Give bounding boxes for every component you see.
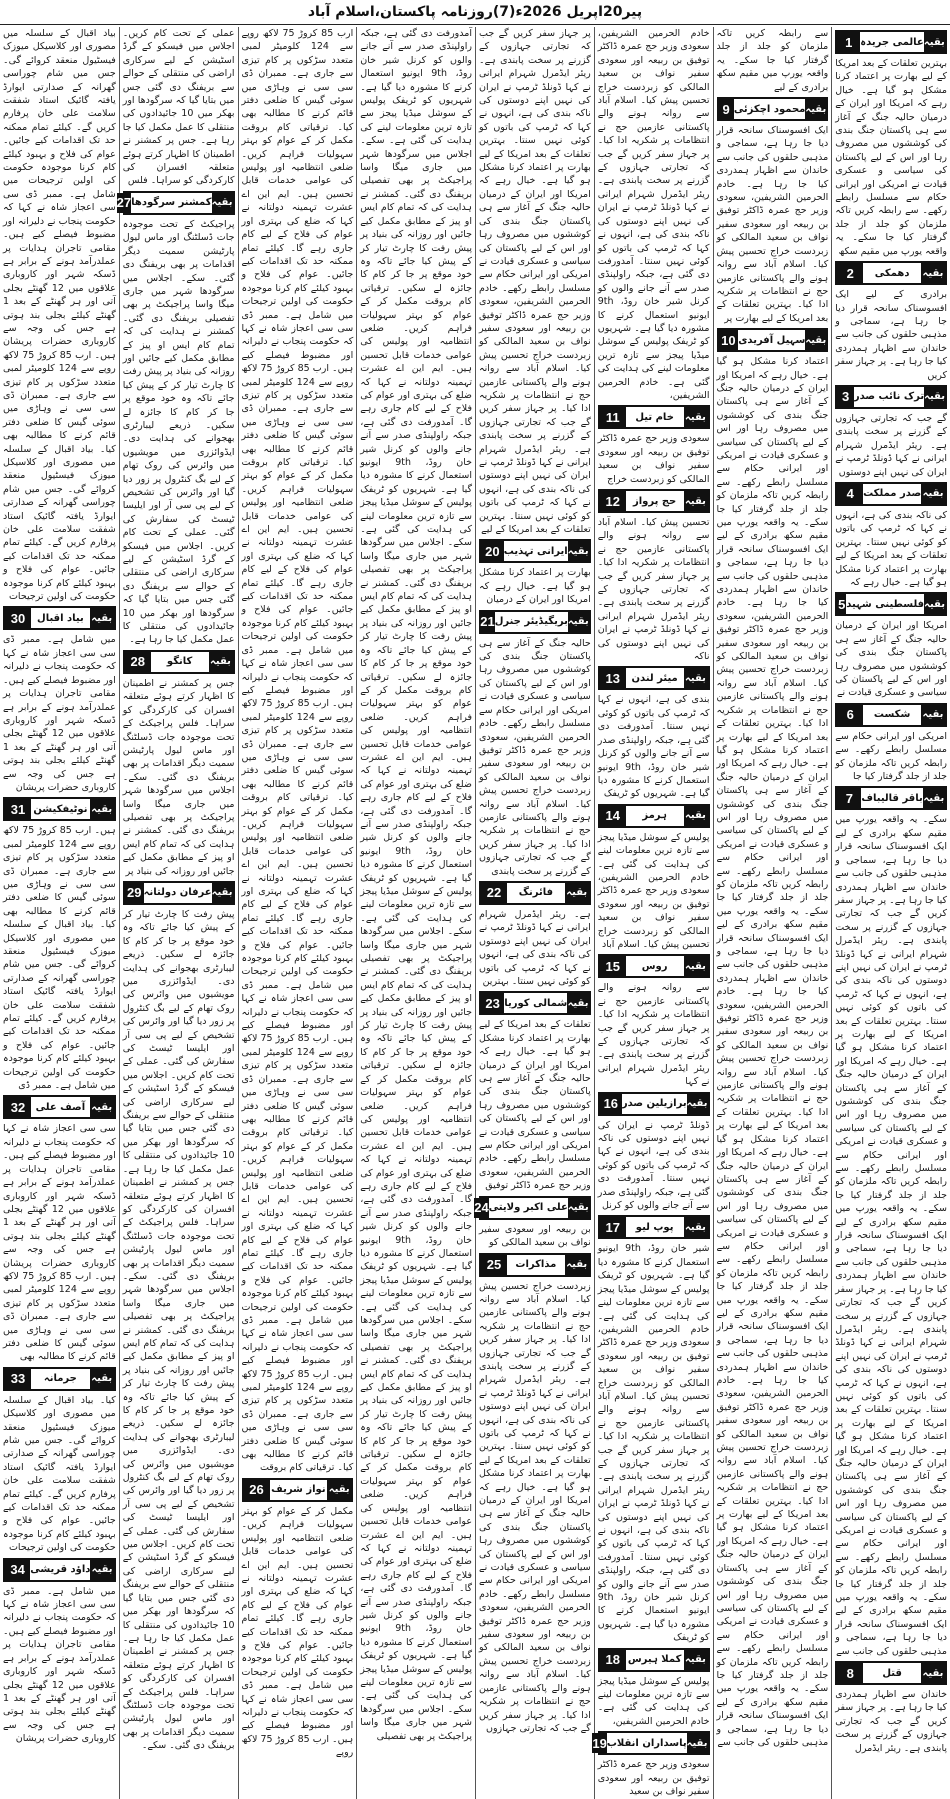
baqia-label: بقیہ [684,806,708,826]
baqia-label: بقیہ [924,32,945,52]
baqia-label: بقیہ [921,263,945,283]
article-text: سے روانہ ہونے والے پاکستانی عازمین حج نے انتظامات پر شکریہ ادا کیا۔ پر جہاز سفر کریں گے جب کہ تجارتی جہازوں کے گزرنے پر سخت پابندی ہے۔ ریئر ایڈمرل شہرام ایرانی نے کہا [597,982,710,1088]
baqia-label: بقیہ [568,1198,589,1218]
baqia-label: بقیہ [684,407,708,427]
continuation-box-13[interactable] [598,666,710,690]
article-text: پولیس کے سوشل میڈیا پیجز سے تازہ ترین معلومات لینے کی ہدایت کی گئی ہے۔ خادم الحرمین الشریفین، سعودی وزیر حج عمرہ ڈاکٹر توفیق بن ربیعہ اور سعودی سفیر نواف بن سعید المالکی کو زبردست خراج تحسین پیش کیا۔ اسلام آباد [597,831,710,950]
article-text: کی ناکہ بندی کی ہے، انہوں نے کہا کہ ٹرمپ کی باتوں کو کوئی نہیں سنتا۔ بہترین تعلقات کے بعد امریکا کے لیے بھارت پر اعتماد کرنا مشکل ہو گیا ہے۔ خیال رہے کہ [835,509,947,588]
continuation-number: 9 [719,99,734,119]
article-text: برادری کے لیے ایک افسوسناک سانحہ قرار دیا جا رہا ہے، سماجی و مذہبی حلقوں کی جانب سے خاندان سے اظہار ہمدردی کیا جا رہا ہے۔ پر جہاز سفر کریں [835,289,947,381]
continuation-box-16[interactable] [598,1092,710,1116]
continuation-number: 19 [592,1733,606,1753]
article-text: زبردست خراج تحسین پیش کیا۔ اسلام آباد سے روانہ ہونے والے پاکستانی عازمین حج نے انتظامات پر شکریہ ادا کیا۔ پر جہاز سفر کریں گے جب کہ تجارتی جہازوں کے گزرنے پر سخت پابندی ہے۔ ریئر ایڈمرل شہرام ایرانی نے کہا ڈونلڈ ٹرمپ نے ایران کی نہیں اپنے دوستوں کی ناکہ بندی کی ہے، انہوں نے کہا کہ ٹرمپ کی باتوں کو کوئی نہیں سنتا۔ بہترین تعلقات کے بعد امریکا کے لیے بھارت پر اعتماد کرنا مشکل ہو گیا ہے۔ خیال رہے کہ امریکا اور ایران کے درمیان حالیہ جنگ کے آغاز سے ہی پاکستان جنگ بندی کی کوششوں میں مصروف رہا اور اس کے لیے پاکستان کی سیاسی و عسکری قیادت نے امریکی اور ایرانی حکام سے مسلسل رابطے رکھے۔ خادم الحرمین الشریفین، سعودی وزیر حج عمرہ ڈاکٹر توفیق بن ربیعہ اور سعودی سفیر نواف بن سعید المالکی کو زبردست خراج تحسین پیش کیا۔ اسلام آباد سے روانہ ہونے والے پاکستانی عازمین حج نے انتظامات پر شکریہ ادا کیا۔ پر جہاز سفر کریں گے جب کہ تجارتی جہازوں [479,1280,591,1734]
baqia-label: بقیہ [805,330,826,350]
baqia-label: بقیہ [684,956,708,976]
continuation-title: ایرانی تہذیب [503,545,568,557]
article-text: گے جب کہ تجارتی جہازوں کے گزرنے پر سخت پابندی ہے۔ ریئر ایڈمرل شہرام ایرانی نے کہا ڈونلڈ ٹرمپ نے ایران کی نہیں اپنے دوستوں [835,412,947,478]
continuation-box-15[interactable] [598,954,710,978]
baqia-label: بقیہ [684,668,708,688]
continuation-box-18[interactable] [598,1648,710,1672]
news-column-6 [238,27,357,1799]
baqia-label: بقیہ [327,1480,351,1500]
continuation-number: 34 [5,1560,30,1580]
article-text: خادم الحرمین الشریفین، سعودی وزیر حج عمرہ ڈاکٹر توفیق بن ربیعہ اور سعودی سفیر نواف بن سعید المالکی کو زبردست خراج تحسین پیش کیا۔ اسلام آباد سے روانہ ہونے والے پاکستانی عازمین حج نے انتظامات پر شکریہ ادا کیا۔ پر جہاز سفر کریں گے جب کہ تجارتی جہازوں کے گزرنے پر سخت پابندی ہے۔ ریئر ایڈمرل شہرام ایرانی نے کہا ڈونلڈ ٹرمپ نے ایران کی نہیں اپنے دوستوں کی ناکہ بندی کی ہے، انہوں نے کہا کہ ٹرمپ کی باتوں کو کوئی نہیں سنتا۔ آمدورفت دی گئی ہے، جبکہ راولپنڈی صدر سے آنے جانے والوں کو کرنل شیر خان روڈ، 9th ایونیو استعمال کرنے کا مشورہ دیا گیا ہے۔ شہریوں کو ٹریفک پولیس کے سوشل میڈیا پیجز سے تازہ ترین معلومات لینے کی ہدایت کی گئی ہے۔ خادم الحرمین الشریفین، [597,28,710,401]
article-text: تحسین پیش کیا۔ اسلام آباد سے روانہ ہونے والے پاکستانی عازمین حج نے انتظامات پر شکریہ ادا کیا۔ پر جہاز سفر کریں گے جب کہ تجارتی جہازوں کے گزرنے پر سخت پابندی ہے۔ ریئر ایڈمرل شہرام ایرانی نے کہا ڈونلڈ ٹرمپ نے ایران کی نہیں اپنے دوستوں کی ناکہ [597,517,710,663]
continuation-box-7[interactable] [835,786,947,810]
news-column-8 [0,27,119,1799]
continuation-title: کملا ہیرس [627,1654,682,1666]
baqia-label: بقیہ [687,1094,708,1114]
baqia-label: بقیہ [212,193,233,213]
continuation-box-23[interactable] [479,991,591,1015]
article-text: ارب 85 کروڑ 75 لاکھ روپے سے 124 کلومیٹر لمبی متعدد سڑکوں پر کام تیزی سے جاری ہے۔ ممبران ڈی سی سی نے وہاڑی میں سوئی گیس کا ضلعی دفتر قائم کرنے کا مطالبہ بھی کیا۔ ترقیاتی کام بروقت مکمل کر کے عوام کو بہتر سہولیات فراہم کریں۔ ضلعی انتظامیہ اور پولیس کی عوامی خدمات قابل تحسین ہیں۔ ایم این اے عشرت تہمینہ دولتانہ نے کہا کہ ضلع کی بہتری اور عوام کی فلاح کے لیے کام جاری رہے گا۔ کیلئے تمام ممکنہ حد تک اقدامات کیے جائیں۔ عوام کی فلاح و بہبود کیلئے کام کرنا موجودہ حکومت کی اولین ترجیحات میں شامل ہے۔ ممبر ڈی سی سی اعجاز شاہ نے کہا کہ حکومت پنجاب نے دلیرانہ اور مضبوط فیصلے کیے ہیں۔ ارب 85 کروڑ 75 لاکھ روپے سے 124 کلومیٹر لمبی متعدد سڑکوں پر کام تیزی سے جاری ہے۔ ممبران ڈی سی سی نے وہاڑی میں سوئی گیس کا ضلعی دفتر قائم کرنے کا مطالبہ بھی کیا۔ ترقیاتی کام بروقت مکمل کر کے عوام کو بہتر سہولیات فراہم کریں۔ ضلعی انتظامیہ اور پولیس کی عوامی خدمات قابل تحسین ہیں۔ ایم این اے عشرت تہمینہ دولتانہ نے کہا کہ ضلع کی بہتری اور عوام کی فلاح کے لیے کام جاری رہے گا۔ کیلئے تمام ممکنہ حد تک اقدامات کیے جائیں۔ عوام کی فلاح و بہبود کیلئے کام کرنا موجودہ حکومت کی اولین ترجیحات میں شامل ہے۔ ممبر ڈی سی سی اعجاز شاہ نے کہا کہ حکومت پنجاب نے دلیرانہ اور مضبوط فیصلے کیے ہیں۔ ارب 85 کروڑ 75 لاکھ روپے سے 124 کلومیٹر لمبی متعدد سڑکوں پر کام تیزی سے جاری ہے۔ ممبران ڈی سی سی نے وہاڑی میں سوئی گیس کا ضلعی دفتر قائم کرنے کا مطالبہ بھی کیا۔ ترقیاتی کام بروقت مکمل کر کے عوام کو بہتر سہولیات فراہم کریں۔ ضلعی انتظامیہ اور پولیس کی عوامی خدمات قابل تحسین ہیں۔ ایم این اے عشرت تہمینہ دولتانہ نے کہا کہ ضلع کی بہتری اور عوام کی فلاح کے لیے کام جاری رہے گا۔ کیلئے تمام ممکنہ حد تک اقدامات کیے جائیں۔ عوام کی فلاح و بہبود کیلئے کام کرنا موجودہ حکومت کی اولین ترجیحات میں شامل ہے۔ ممبر ڈی سی سی اعجاز شاہ نے کہا کہ حکومت پنجاب نے دلیرانہ اور مضبوط فیصلے کیے ہیں۔ ارب 85 کروڑ 75 لاکھ روپے سے 124 کلومیٹر لمبی متعدد سڑکوں پر کام تیزی سے جاری ہے۔ ممبران ڈی سی سی نے وہاڑی میں سوئی گیس کا ضلعی دفتر قائم کرنے کا مطالبہ بھی کیا۔ ترقیاتی کام بروقت مکمل کر کے عوام کو بہتر سہولیات فراہم کریں۔ ضلعی انتظامیہ اور پولیس کی عوامی خدمات قابل تحسین ہیں۔ ایم این اے عشرت تہمینہ دولتانہ نے کہا کہ ضلع کی بہتری اور عوام کی فلاح کے لیے کام جاری رہے گا۔ کیلئے تمام ممکنہ حد تک اقدامات کیے جائیں۔ عوام کی فلاح و بہبود کیلئے کام کرنا موجودہ حکومت کی اولین ترجیحات میں شامل ہے۔ ممبر ڈی سی سی اعجاز شاہ نے کہا کہ حکومت پنجاب نے دلیرانہ اور مضبوط فیصلے کیے ہیں۔ ارب 85 کروڑ 75 لاکھ روپے سے 124 کلومیٹر لمبی متعدد سڑکوں پر کام تیزی سے جاری ہے۔ ممبران ڈی سی سی نے وہاڑی میں سوئی گیس کا ضلعی دفتر قائم کرنے کا مطالبہ بھی کیا۔ ترقیاتی کام بروقت [241,28,354,1474]
baqia-label: بقیہ [565,1255,589,1275]
continuation-box-2[interactable] [835,261,947,285]
article-text: حالیہ جنگ کے آغاز سے ہی پاکستان جنگ بندی کی کوششوں میں مصروف رہا اور اس کے لیے پاکستان کی سیاسی و عسکری قیادت نے امریکی اور ایرانی حکام سے مسلسل رابطے رکھے۔ خادم الحرمین الشریفین، سعودی وزیر حج عمرہ ڈاکٹر توفیق بن ربیعہ اور سعودی سفیر نواف بن سعید المالکی کو زبردست خراج تحسین پیش کیا۔ اسلام آباد سے روانہ ہونے والے پاکستانی عازمین حج نے انتظامات پر شکریہ ادا کیا۔ پر جہاز سفر کریں گے جب کہ تجارتی جہازوں کے گزرنے پر سخت پابندی [479,637,591,877]
article-text: بہترین تعلقات کے بعد امریکا کے لیے بھارت پر اعتماد کرنا مشکل ہو گیا ہے۔ خیال رہے کہ امریکا اور ایران کے درمیان حالیہ جنگ کے آغاز سے ہی پاکستان جنگ بندی کی کوششوں میں مصروف رہا اور اس کے لیے پاکستان کی سیاسی و عسکری قیادت نے امریکی اور ایرانی حکام سے مسلسل رابطے رکھے۔ سے رابطہ کریں تاکہ ملزمان کو جلد از جلد گرفتار کیا جا سکے۔ یہ واقعہ یورپ میں مقیم سکھ [835,58,947,257]
continuation-title: شکست [873,709,911,721]
baqia-label: بقیہ [687,1733,708,1753]
continuation-title: ترک نائب صدر [853,391,925,403]
news-column-4 [475,27,594,1799]
continuation-box-12[interactable] [598,489,710,513]
continuation-title: حج پرواز [632,495,677,507]
article-text: ایک افسوسناک سانحہ قرار دیا جا رہا ہے، سماجی و مذہبی حلقوں کی جانب سے خاندان سے اظہار ہمدردی کیا جا رہا ہے۔ خادم الحرمین الشریفین، سعودی وزیر حج عمرہ ڈاکٹر توفیق بن ربیعہ اور سعودی سفیر نواف بن سعید المالکی کو زبردست خراج تحسین پیش کیا۔ اسلام آباد سے روانہ ہونے والے پاکستانی عازمین حج نے انتظامات پر شکریہ ادا کیا۔ بہترین تعلقات کے بعد امریکا کے لیے بھارت پر [716,125,829,324]
continuation-title: روس [641,960,668,972]
continuation-number: 8 [837,1663,863,1683]
news-column-3 [594,27,713,1799]
baqia-label: بقیہ [921,484,945,504]
article-text: اعتماد کرنا مشکل ہو گیا ہے۔ خیال رہے کہ امریکا اور ایران کے درمیان حالیہ جنگ کے آغاز سے ہی پاکستان جنگ بندی کی کوششوں میں مصروف رہا اور اس کے لیے پاکستان کی سیاسی و عسکری قیادت نے امریکی اور ایرانی حکام سے مسلسل رابطے رکھے۔ سے رابطہ کریں تاکہ ملزمان کو جلد از جلد گرفتار کیا جا سکے۔ یہ واقعہ یورپ میں مقیم سکھ برادری کے لیے ایک افسوسناک سانحہ قرار دیا جا رہا ہے، سماجی و مذہبی حلقوں کی جانب سے خاندان سے اظہار ہمدردی کیا جا رہا ہے۔ خادم الحرمین الشریفین، سعودی وزیر حج عمرہ ڈاکٹر توفیق بن ربیعہ اور سعودی سفیر نواف بن سعید المالکی کو زبردست خراج تحسین پیش کیا۔ اسلام آباد سے روانہ ہونے والے پاکستانی عازمین حج نے انتظامات پر شکریہ ادا کیا۔ بہترین تعلقات کے بعد امریکا کے لیے بھارت پر اعتماد کرنا مشکل ہو گیا ہے۔ خیال رہے کہ امریکا اور ایران کے درمیان حالیہ جنگ کے آغاز سے ہی پاکستان جنگ بندی کی کوششوں میں مصروف رہا اور اس کے لیے پاکستان کی سیاسی و عسکری قیادت نے امریکی اور ایرانی حکام سے مسلسل رابطے رکھے۔ سے رابطہ کریں تاکہ ملزمان کو جلد از جلد گرفتار کیا جا سکے۔ یہ واقعہ یورپ میں مقیم سکھ برادری کے لیے ایک افسوسناک سانحہ قرار دیا جا رہا ہے، سماجی و مذہبی حلقوں کی جانب سے خاندان سے اظہار ہمدردی کیا جا رہا ہے۔ خادم الحرمین الشریفین، سعودی وزیر حج عمرہ ڈاکٹر توفیق بن ربیعہ اور سعودی سفیر نواف بن سعید المالکی کو زبردست خراج تحسین پیش کیا۔ اسلام آباد سے روانہ ہونے والے پاکستانی عازمین حج نے انتظامات پر شکریہ ادا کیا۔ بہترین تعلقات کے بعد امریکا کے لیے بھارت پر اعتماد کرنا مشکل ہو گیا ہے۔ خیال رہے کہ امریکا اور ایران کے درمیان حالیہ جنگ کے آغاز سے ہی پاکستان جنگ بندی کی کوششوں میں مصروف رہا اور اس کے لیے پاکستان کی سیاسی و عسکری قیادت نے امریکی اور ایرانی حکام سے مسلسل رابطے رکھے۔ سے رابطہ کریں تاکہ ملزمان کو جلد از جلد گرفتار کیا جا سکے۔ یہ واقعہ یورپ میں مقیم سکھ برادری کے لیے ایک افسوسناک سانحہ قرار دیا جا رہا ہے، سماجی و مذہبی حلقوں کی جانب سے خاندان سے اظہار ہمدردی کیا جا رہا ہے۔ خادم الحرمین الشریفین، سعودی وزیر حج عمرہ ڈاکٹر توفیق بن ربیعہ اور سعودی سفیر نواف بن سعید المالکی کو زبردست خراج تحسین پیش کیا۔ اسلام آباد سے روانہ ہونے والے پاکستانی عازمین حج نے انتظامات پر شکریہ ادا کیا۔ بہترین تعلقات کے بعد امریکا کے لیے بھارت پر اعتماد کرنا مشکل ہو گیا ہے۔ خیال رہے کہ امریکا اور ایران کے درمیان حالیہ جنگ کے آغاز سے ہی پاکستان جنگ بندی کی کوششوں میں مصروف رہا اور اس کے لیے پاکستان کی سیاسی و عسکری قیادت نے امریکی اور ایرانی حکام سے مسلسل رابطے رکھے۔ سے رابطہ کریں تاکہ ملزمان کو جلد از جلد گرفتار کیا جا سکے۔ یہ واقعہ یورپ میں مقیم سکھ برادری کے لیے ایک افسوسناک سانحہ قرار دیا جا رہا ہے، سماجی و مذہبی حلقوں کی جانب سے [716,356,829,1748]
baqia-label: بقیہ [90,1097,114,1117]
baqia-label: بقیہ [567,993,588,1013]
article-text: میں شامل ہے۔ ممبر ڈی سی سی اعجاز شاہ نے کہا کہ حکومت پنجاب نے دلیرانہ اور مضبوط فیصلے کیے ہیں۔ مقامی تاجران ہدایات پر عملدرآمد ہونے کے برابر ہے ڈسکہ شہر اور کاروباری علاقوں میں 12 گھنٹے بجلی آتی اور ہر گھنٹے کے بعد 1 گھنٹے کیلئے بجلی بند ہوتی ہے جس کی وجہ سے کاروباری حضرات پریشان [3,1585,116,1745]
continuation-number: 31 [5,799,31,819]
continuation-number: 26 [244,1480,270,1500]
baqia-label: بقیہ [924,594,945,614]
page-masthead [0,0,950,25]
continuation-title: دھمکی [874,267,910,279]
news-column-7 [116,27,238,1799]
continuation-number: 32 [5,1097,31,1117]
article-text: پیش رفت کا چارٹ تیار کر کے پیش کیا جائے تاکہ وہ خود موقع پر جا کر کام کا جائزہ لے سکیں۔ ذریعے لیبارٹری بھجوانے کی ہدایت دی۔ ایڈوائزری میں مویشیوں میں وائرس کی روک تھام کے لیے بگ کنٹرول پر زور دیا گیا اور وائرس کی تشخیص کے لیے پی سی آر اور ایلیسا ٹیسٹ کی سفارش کی گئی۔ عملی کے تحت کام کریں۔ اجلاس میں فیسکو کے گرڈ اسٹیشن کے لیے سرکاری اراضی کی منتقلی کے حوالے سے بریفنگ دی گئی جس میں بتایا گیا کہ سرگودھا اور بھکر میں 10 جائیدادوں کی منتقلی کا عمل مکمل کیا جا رہا ہے۔ جس پر کمشنر نے اطمینان کا اظہار کرتے ہوئے متعلقہ افسران کی کارکردگی کو سراہا۔ فلس پراجیکٹ کے تحت موجودہ جات ڈسلٹنگ اور ماس لیول پارٹیشن سمیت دیگر اقدامات پر بھی بریفنگ دی گئی۔ سکے۔ اجلاس میں سرگودھا شہر میں جاری میگا واسا پراجیکٹ پر بھی تفصیلی بریفنگ دی گئی۔ کمشنر نے ہدایت کی کہ تمام کام ایس او پیز کے مطابق مکمل کیے جائیں اور روزانہ کی بنیاد پر پیش رفت کا چارٹ تیار کر کے پیش کیا جائے تاکہ وہ خود موقع پر جا کر کام کا جائزہ لے سکیں۔ ذریعے لیبارٹری بھجوانے کی ہدایت دی۔ ایڈوائزری میں مویشیوں میں وائرس کی روک تھام کے لیے بگ کنٹرول پر زور دیا گیا اور وائرس کی تشخیص کے لیے پی سی آر اور ایلیسا ٹیسٹ کی سفارش کی گئی۔ عملی کے تحت کام کریں۔ اجلاس میں فیسکو کے گرڈ اسٹیشن کے لیے سرکاری اراضی کی منتقلی کے حوالے سے بریفنگ دی گئی جس میں بتایا گیا کہ سرگودھا اور بھکر میں 10 جائیدادوں کی منتقلی کا عمل مکمل کیا جا رہا ہے۔ جس پر کمشنر نے اطمینان کا اظہار کرتے ہوئے متعلقہ افسران کی کارکردگی کو سراہا۔ فلس پراجیکٹ کے تحت موجودہ جات ڈسلٹنگ اور ماس لیول پارٹیشن سمیت دیگر اقدامات پر بھی بریفنگ دی گئی۔ سکے۔ [122,908,235,1752]
continuation-number: 24 [474,1198,488,1218]
article-text: عملی کے تحت کام کریں۔ اجلاس میں فیسکو کے گرڈ اسٹیشن کے لیے سرکاری اراضی کی منتقلی کے حوالے سے بریفنگ دی گئی جس میں بتایا گیا کہ سرگودھا اور بھکر میں 10 جائیدادوں کی منتقلی کا عمل مکمل کیا جا رہا ہے۔ جس پر کمشنر نے اطمینان کا اظہار کرتے ہوئے متعلقہ افسران کی کارکردگی کو سراہا۔ فلس [122,28,235,187]
continuation-box-19[interactable] [592,1731,710,1755]
continuation-box-8[interactable] [835,1661,947,1685]
continuation-box-21[interactable] [479,610,591,634]
continuation-box-30[interactable] [3,606,116,630]
article-text: میں شامل ہے۔ ممبر ڈی سی سی اعجاز شاہ نے کہا کہ حکومت پنجاب نے دلیرانہ اور مضبوط فیصلے کیے ہیں۔ مقامی تاجران ہدایات پر عملدرآمد ہونے کے برابر ہے ڈسکہ شہر اور کاروباری علاقوں میں 12 گھنٹے بجلی آتی اور ہر گھنٹے کے بعد 1 گھنٹے کیلئے بجلی بند ہوتی ہے جس کی وجہ سے کاروباری حضرات پریشان [3,634,116,793]
article-text: ہیں۔ ارب 85 کروڑ 75 لاکھ روپے سے 124 کلومیٹر لمبی متعدد سڑکوں پر کام تیزی سے جاری ہے۔ ممبران ڈی سی سی نے وہاڑی میں سوئی گیس کا ضلعی دفتر قائم کرنے کا مطالبہ بھی کیا۔ بیاد اقبال کے سلسلہ میں مصوری اور کلاسیکل میوزک فیسٹیول منعقد کروائے گی۔ جس میں شام چوراسی گھرانہ کے صدارتی ایوارڈ یافتہ گائیک استاد شفقت سلامت علی خان پرفارم کریں گے۔ کیلئے تمام ممکنہ حد تک اقدامات کیے جائیں۔ عوام کی فلاح و بہبود کیلئے کام کرنا موجودہ حکومت کی اولین ترجیحات میں شامل ہے۔ ممبر ڈی [3,825,116,1092]
continuation-box-5[interactable] [835,592,947,616]
article-text: بھارت پر اعتماد کرنا مشکل ہو گیا ہے۔ خیال رہے کہ امریکا اور ایران کے درمیان [479,567,591,606]
baqia-label: بقیہ [90,1560,113,1580]
article-text: پولیس کے سوشل میڈیا پیجز سے تازہ ترین معلومات لینے کی ہدایت کی گئی ہے۔ خادم الحرمین الشریفین، [597,1675,710,1727]
baqia-label: بقیہ [90,1369,114,1389]
continuation-number: 29 [125,883,144,903]
continuation-title: فلسطینی شہید [846,598,925,610]
continuation-number: 18 [600,1650,626,1670]
continuation-title: عرفان دولتانہ [143,887,212,899]
article-text: بن ربیعہ اور سعودی سفیر نواف بن سعید المالکی کو [479,1223,591,1249]
continuation-title: میئر لندن [631,672,678,684]
continuation-title: آصف علی [35,1101,86,1113]
continuation-title: ہرمز [642,810,667,822]
continuation-title: محمود اچکزئی [733,103,806,115]
continuation-number: 14 [600,806,626,826]
continuation-box-4[interactable] [835,482,947,506]
article-text: بیاد اقبال کے سلسلہ میں مصوری اور کلاسیکل میوزک فیسٹیول منعقد کروائے گی۔ جس میں شام چوراسی گھرانہ کے صدارتی ایوارڈ یافتہ گائیک استاد شفقت سلامت علی خان پرفارم کریں گے۔ کیلئے تمام ممکنہ حد تک اقدامات کیے جائیں۔ عوام کی فلاح و بہبود کیلئے کام کرنا موجودہ حکومت کی اولین ترجیحات میں شامل ہے۔ ممبر ڈی سی سی اعجاز شاہ نے کہا کہ حکومت پنجاب نے دلیرانہ اور مضبوط فیصلے کیے ہیں۔ مقامی تاجران ہدایات پر عملدرآمد ہونے کے برابر ہے ڈسکہ شہر اور کاروباری علاقوں میں 12 گھنٹے بجلی آتی اور ہر گھنٹے کے بعد 1 گھنٹے کیلئے بجلی بند ہوتی ہے جس کی وجہ سے کاروباری حضرات پریشان ہیں۔ ارب 85 کروڑ 75 لاکھ روپے سے 124 کلومیٹر لمبی متعدد سڑکوں پر کام تیزی سے جاری ہے۔ ممبران ڈی سی سی نے وہاڑی میں سوئی گیس کا ضلعی دفتر قائم کرنے کا مطالبہ بھی کیا۔ بیاد اقبال کے سلسلہ میں مصوری اور کلاسیکل میوزک فیسٹیول منعقد کروائے گی۔ جس میں شام چوراسی گھرانہ کے صدارتی ایوارڈ یافتہ گائیک استاد شفقت سلامت علی خان پرفارم کریں گے۔ کیلئے تمام ممکنہ حد تک اقدامات کیے جائیں۔ عوام کی فلاح و بہبود کیلئے کام کرنا موجودہ حکومت کی اولین ترجیحات [3,28,116,603]
continuation-box-17[interactable] [598,1215,710,1239]
dateline: پیر20اپریل 2026ء(7)روزنامہ پاکستان،اسلام آباد [307,4,643,20]
continuation-box-24[interactable] [474,1196,591,1220]
continuation-title: جرمانہ [43,1373,77,1385]
continuation-title: سہیل آفریدی [738,334,806,346]
baqia-label: بقیہ [209,652,233,672]
continuation-box-32[interactable] [3,1095,116,1119]
continuation-title: بریگیڈیئر جنرل [494,616,568,628]
article-text: ڈونلڈ ٹرمپ نے ایران کی نہیں اپنے دوستوں کی ناکہ بندی کی ہے، انہوں نے کہا کہ ٹرمپ کی باتوں کو کوئی نہیں سنتا۔ آمدورفت دی گئی ہے، جبکہ راولپنڈی صدر سے آنے جانے والوں کو کرنل [597,1119,710,1212]
continuation-box-3[interactable] [835,385,947,409]
continuation-title: پوپ لیو [635,1221,674,1233]
continuation-number: 11 [600,407,626,427]
continuation-box-34[interactable] [3,1558,116,1582]
baqia-label: بقیہ [923,788,945,808]
article-text: ہے۔ ریئر ایڈمرل شہرام ایرانی نے کہا ڈونلڈ ٹرمپ نے ایران کی نہیں اپنے دوستوں کی ناکہ بندی کی ہے، انہوں نے کہا کہ ٹرمپ کی باتوں کو کوئی نہیں سنتا۔ بہترین [479,908,591,987]
article-text: آمدورفت دی گئی ہے، جبکہ راولپنڈی صدر سے آنے جانے والوں کو کرنل شیر خان روڈ، 9th ایونیو استعمال کرنے کا مشورہ دیا گیا ہے۔ شہریوں کو ٹریفک پولیس کے سوشل میڈیا پیجز سے تازہ ترین معلومات لینے کی ہدایت کی گئی ہے۔ سکے۔ اجلاس میں سرگودھا شہر میں جاری میگا واسا پراجیکٹ پر بھی تفصیلی بریفنگ دی گئی۔ کمشنر نے ہدایت کی کہ تمام کام ایس او پیز کے مطابق مکمل کیے جائیں اور روزانہ کی بنیاد پر پیش رفت کا چارٹ تیار کر کے پیش کیا جائے تاکہ وہ خود موقع پر جا کر کام کا جائزہ لے سکیں۔ ترقیاتی کام بروقت مکمل کر کے عوام کو بہتر سہولیات فراہم کریں۔ ضلعی انتظامیہ اور پولیس کی عوامی خدمات قابل تحسین ہیں۔ ایم این اے عشرت تہمینہ دولتانہ نے کہا کہ ضلع کی بہتری اور عوام کی فلاح کے لیے کام جاری رہے گا۔ آمدورفت دی گئی ہے، جبکہ راولپنڈی صدر سے آنے جانے والوں کو کرنل شیر خان روڈ، 9th ایونیو استعمال کرنے کا مشورہ دیا گیا ہے۔ شہریوں کو ٹریفک پولیس کے سوشل میڈیا پیجز سے تازہ ترین معلومات لینے کی ہدایت کی گئی ہے۔ سکے۔ اجلاس میں سرگودھا شہر میں جاری میگا واسا پراجیکٹ پر بھی تفصیلی بریفنگ دی گئی۔ کمشنر نے ہدایت کی کہ تمام کام ایس او پیز کے مطابق مکمل کیے جائیں اور روزانہ کی بنیاد پر پیش رفت کا چارٹ تیار کر کے پیش کیا جائے تاکہ وہ خود موقع پر جا کر کام کا جائزہ لے سکیں۔ ترقیاتی کام بروقت مکمل کر کے عوام کو بہتر سہولیات فراہم کریں۔ ضلعی انتظامیہ اور پولیس کی عوامی خدمات قابل تحسین ہیں۔ ایم این اے عشرت تہمینہ دولتانہ نے کہا کہ ضلع کی بہتری اور عوام کی فلاح کے لیے کام جاری رہے گا۔ آمدورفت دی گئی ہے، جبکہ راولپنڈی صدر سے آنے جانے والوں کو کرنل شیر خان روڈ، 9th ایونیو استعمال کرنے کا مشورہ دیا گیا ہے۔ شہریوں کو ٹریفک پولیس کے سوشل میڈیا پیجز سے تازہ ترین معلومات لینے کی ہدایت کی گئی ہے۔ سکے۔ اجلاس میں سرگودھا شہر میں جاری میگا واسا پراجیکٹ پر بھی تفصیلی بریفنگ دی گئی۔ کمشنر نے ہدایت کی کہ تمام کام ایس او پیز کے مطابق مکمل کیے جائیں اور روزانہ کی بنیاد پر پیش رفت کا چارٹ تیار کر کے پیش کیا جائے تاکہ وہ خود موقع پر جا کر کام کا جائزہ لے سکیں۔ ترقیاتی کام بروقت مکمل کر کے عوام کو بہتر سہولیات فراہم کریں۔ ضلعی انتظامیہ اور پولیس کی عوامی خدمات قابل تحسین ہیں۔ ایم این اے عشرت تہمینہ دولتانہ نے کہا کہ ضلع کی بہتری اور عوام کی فلاح کے لیے کام جاری رہے گا۔ آمدورفت دی گئی ہے، جبکہ راولپنڈی صدر سے آنے جانے والوں کو کرنل شیر خان روڈ، 9th ایونیو استعمال کرنے کا مشورہ دیا گیا ہے۔ شہریوں کو ٹریفک پولیس کے سوشل میڈیا پیجز سے تازہ ترین معلومات لینے کی ہدایت کی گئی ہے۔ سکے۔ اجلاس میں سرگودھا شہر میں جاری میگا واسا پراجیکٹ پر بھی تفصیلی بریفنگ دی گئی۔ کمشنر نے ہدایت کی کہ تمام کام ایس او پیز کے مطابق مکمل کیے جائیں اور روزانہ کی بنیاد پر پیش رفت کا چارٹ تیار کر کے پیش کیا جائے تاکہ وہ خود موقع پر جا کر کام کا جائزہ لے سکیں۔ ترقیاتی کام بروقت مکمل کر کے عوام کو بہتر سہولیات فراہم کریں۔ ضلعی انتظامیہ اور پولیس کی عوامی خدمات قابل تحسین ہیں۔ ایم این اے عشرت تہمینہ دولتانہ نے کہا کہ ضلع کی بہتری اور عوام کی فلاح کے لیے کام جاری رہے گا۔ آمدورفت دی گئی ہے، جبکہ راولپنڈی صدر سے آنے جانے والوں کو کرنل شیر خان روڈ، 9th ایونیو استعمال کرنے کا مشورہ دیا گیا ہے۔ شہریوں کو ٹریفک پولیس کے سوشل میڈیا پیجز سے تازہ ترین معلومات لینے کی ہدایت کی گئی ہے۔ سکے۔ اجلاس میں سرگودھا شہر میں جاری میگا واسا پراجیکٹ پر بھی تفصیلی [360,28,472,1742]
news-column-1 [831,27,950,1799]
continuation-number: 25 [481,1255,507,1275]
news-column-5 [356,27,475,1799]
article-text: مکمل کر کے عوام کو بہتر سہولیات فراہم کریں۔ ضلعی انتظامیہ اور پولیس کی عوامی خدمات قابل تحسین ہیں۔ ایم این اے عشرت تہمینہ دولتانہ نے کہا کہ ضلع کی بہتری اور عوام کی فلاح کے لیے کام جاری رہے گا۔ کیلئے تمام ممکنہ حد تک اقدامات کیے جائیں۔ عوام کی فلاح و بہبود کیلئے کام کرنا موجودہ حکومت کی اولین ترجیحات میں شامل ہے۔ ممبر ڈی سی سی اعجاز شاہ نے کہا کہ حکومت پنجاب نے دلیرانہ اور مضبوط فیصلے کیے ہیں۔ ارب 85 کروڑ 75 لاکھ روپے [241,1505,354,1759]
continuation-number: 1 [837,32,860,52]
continuation-box-28[interactable] [123,650,235,674]
continuation-box-1[interactable] [835,30,947,54]
article-text: بندی کی ہے، انہوں نے کہا کہ ٹرمپ کی باتوں کو کوئی نہیں سنتا۔ آمدورفت دی گئی ہے، جبکہ راولپنڈی صدر سے آنے جانے والوں کو کرنل شیر خان روڈ، 9th ایونیو استعمال کرنے کا مشورہ دیا گیا ہے۔ شہریوں کو ٹریفک [597,694,710,800]
continuation-number: 33 [5,1369,31,1389]
continuation-number: 30 [5,608,31,628]
article-text: شیر خان روڈ، 9th ایونیو استعمال کرنے کا مشورہ دیا گیا ہے۔ شہریوں کو ٹریفک پولیس کے سوشل میڈیا پیجز سے تازہ ترین معلومات لینے کی ہدایت کی گئی ہے۔ خادم الحرمین الشریفین، سعودی وزیر حج عمرہ ڈاکٹر توفیق بن ربیعہ اور سعودی سفیر نواف بن سعید المالکی کو زبردست خراج تحسین پیش کیا۔ اسلام آباد سے روانہ ہونے والے پاکستانی عازمین حج نے انتظامات پر شکریہ ادا کیا۔ پر جہاز سفر کریں گے جب کہ تجارتی جہازوں کے گزرنے پر سخت پابندی ہے۔ ریئر ایڈمرل شہرام ایرانی نے کہا ڈونلڈ ٹرمپ نے ایران کی نہیں اپنے دوستوں کی ناکہ بندی کی ہے، انہوں نے کہا کہ ٹرمپ کی باتوں کو کوئی نہیں سنتا۔ آمدورفت دی گئی ہے، جبکہ راولپنڈی صدر سے آنے جانے والوں کو کرنل شیر خان روڈ، 9th ایونیو استعمال کرنے کا مشورہ دیا گیا ہے۔ شہریوں کو ٹریفک [597,1243,710,1644]
continuation-title: نوٹیفکیشن [33,803,88,815]
continuation-box-11[interactable] [598,405,710,429]
baqia-label: بقیہ [924,387,945,407]
continuation-number: 20 [481,541,504,561]
baqia-label: بقیہ [684,1650,708,1670]
continuation-title: علی اکبر ولایتی [488,1202,568,1214]
article-text: تعلقات کے بعد امریکا کے لیے بھارت پر اعتماد کرنا مشکل ہو گیا ہے۔ خیال رہے کہ امریکا اور ایران کے درمیان حالیہ جنگ کے آغاز سے ہی پاکستان جنگ بندی کی کوششوں میں مصروف رہا اور اس کے لیے پاکستان کی سیاسی و عسکری قیادت نے امریکی اور ایرانی حکام سے مسلسل رابطے رکھے۔ خادم الحرمین الشریفین، سعودی وزیر حج عمرہ ڈاکٹر توفیق [479,1019,591,1192]
continuation-number: 5 [837,594,846,614]
continuation-number: 13 [600,668,626,688]
continuation-box-9[interactable] [717,97,829,121]
continuation-number: 27 [117,193,131,213]
continuation-number: 17 [600,1217,626,1237]
continuation-box-20[interactable] [479,539,591,563]
baqia-label: بقیہ [684,491,708,511]
continuation-number: 15 [600,956,626,976]
continuation-title: عالمی جریدہ [860,36,924,48]
article-text: پر جہاز سفر کریں گے جب کہ تجارتی جہازوں کے گزرنے پر سخت پابندی ہے۔ ریئر ایڈمرل شہرام ایرانی نے کہا ڈونلڈ ٹرمپ نے ایران کی نہیں اپنے دوستوں کی ناکہ بندی کی ہے، انہوں نے کہا کہ ٹرمپ کی باتوں کو کوئی نہیں سنتا۔ بہترین تعلقات کے بعد امریکا کے لیے بھارت پر اعتماد کرنا مشکل ہو گیا ہے۔ خیال رہے کہ امریکا اور ایران کے درمیان حالیہ جنگ کے آغاز سے ہی پاکستان جنگ بندی کی کوششوں میں مصروف رہا اور اس کے لیے پاکستان کی سیاسی و عسکری قیادت نے امریکی اور ایرانی حکام سے مسلسل رابطے رکھے۔ خادم الحرمین الشریفین، سعودی وزیر حج عمرہ ڈاکٹر توفیق بن ربیعہ اور سعودی سفیر نواف بن سعید المالکی کو زبردست خراج تحسین پیش کیا۔ اسلام آباد سے روانہ ہونے والے پاکستانی عازمین حج نے انتظامات پر شکریہ ادا کیا۔ پر جہاز سفر کریں گے جب کہ تجارتی جہازوں کے گزرنے پر سخت پابندی ہے۔ ریئر ایڈمرل شہرام ایرانی نے کہا ڈونلڈ ٹرمپ نے ایران کی نہیں اپنے دوستوں کی ناکہ بندی کی ہے، انہوں نے کہا کہ ٹرمپ کی باتوں کو کوئی نہیں سنتا۔ بہترین تعلقات کے بعد امریکا کے لیے [479,28,591,536]
continuation-number: 6 [837,705,863,725]
continuation-box-6[interactable] [835,703,947,727]
continuation-title: شمالی کوریا [504,997,568,1009]
continuation-title: کانگو [166,656,193,668]
continuation-box-26[interactable] [242,1478,354,1502]
continuation-title: کمشنر سرگودھا [131,197,212,209]
baqia-label: بقیہ [568,541,589,561]
article-text: سکے۔ یہ واقعہ یورپ میں مقیم سکھ برادری کے لیے ایک افسوسناک سانحہ قرار دیا جا رہا ہے، سماجی و مذہبی حلقوں کی جانب سے خاندان سے اظہار ہمدردی کیا جا رہا ہے۔ پر جہاز سفر کریں گے جب کہ تجارتی جہازوں کے گزرنے پر سخت پابندی ہے۔ ریئر ایڈمرل شہرام ایرانی نے کہا ڈونلڈ ٹرمپ نے ایران کی نہیں اپنے دوستوں کی ناکہ بندی کی ہے، انہوں نے کہا کہ ٹرمپ کی باتوں کو کوئی نہیں سنتا۔ بہترین تعلقات کے بعد امریکا کے لیے بھارت پر اعتماد کرنا مشکل ہو گیا ہے۔ خیال رہے کہ امریکا اور ایران کے درمیان حالیہ جنگ کے آغاز سے ہی پاکستان جنگ بندی کی کوششوں میں مصروف رہا اور اس کے لیے پاکستان کی سیاسی و عسکری قیادت نے امریکی اور ایرانی حکام سے مسلسل رابطے رکھے۔ سے رابطہ کریں تاکہ ملزمان کو جلد از جلد گرفتار کیا جا سکے۔ یہ واقعہ یورپ میں مقیم سکھ برادری کے لیے ایک افسوسناک سانحہ قرار دیا جا رہا ہے، سماجی و مذہبی حلقوں کی جانب سے خاندان سے اظہار ہمدردی کیا جا رہا ہے۔ پر جہاز سفر کریں گے جب کہ تجارتی جہازوں کے گزرنے پر سخت پابندی ہے۔ ریئر ایڈمرل شہرام ایرانی نے کہا ڈونلڈ ٹرمپ نے ایران کی نہیں اپنے دوستوں کی ناکہ بندی کی ہے، انہوں نے کہا کہ ٹرمپ کی باتوں کو کوئی نہیں سنتا۔ بہترین تعلقات کے بعد امریکا کے لیے بھارت پر اعتماد کرنا مشکل ہو گیا ہے۔ خیال رہے کہ امریکا اور ایران کے درمیان حالیہ جنگ کے آغاز سے ہی پاکستان جنگ بندی کی کوششوں میں مصروف رہا اور اس کے لیے پاکستان کی سیاسی و عسکری قیادت نے امریکی اور ایرانی حکام سے مسلسل رابطے رکھے۔ سے رابطہ کریں تاکہ ملزمان کو جلد از جلد گرفتار کیا جا سکے۔ یہ واقعہ یورپ میں مقیم سکھ برادری کے لیے ایک افسوسناک سانحہ قرار دیا جا رہا ہے، سماجی و مذہبی حلقوں کی جانب سے [835,814,947,1657]
continuation-number: 3 [837,387,854,407]
news-column-2 [713,27,832,1799]
continuation-box-27[interactable] [116,191,235,215]
newspaper-columns [0,27,950,1799]
continuation-box-31[interactable] [3,797,116,821]
baqia-label: بقیہ [921,1663,945,1683]
baqia-label: بقیہ [565,883,589,903]
baqia-label: بقیہ [805,99,826,119]
continuation-box-33[interactable] [3,1367,116,1391]
article-text: سعودی وزیر حج عمرہ ڈاکٹر توفیق بن ربیعہ اور سعودی سفیر نواف بن سعید المالکی کو زبردست خراج [597,433,710,485]
continuation-number: 23 [481,993,504,1013]
continuation-number: 16 [600,1094,622,1114]
continuation-number: 12 [600,491,626,511]
continuation-title: نواز شریف [271,1484,326,1496]
continuation-box-22[interactable] [479,881,591,905]
continuation-box-10[interactable] [717,328,829,352]
continuation-title: خام تیل [635,411,674,423]
continuation-number: 4 [837,484,863,504]
continuation-number: 28 [125,652,151,672]
continuation-box-25[interactable] [479,1253,591,1277]
continuation-title: قتل [882,1667,902,1679]
continuation-title: صدر مملکت [863,488,922,500]
continuation-number: 22 [481,883,507,903]
continuation-number: 2 [837,263,863,283]
article-text: امریکا اور ایران کے درمیان حالیہ جنگ کے آغاز سے ہی پاکستان جنگ بندی کی کوششوں میں مصروف رہا اور اس کے لیے پاکستان کی سیاسی و عسکری قیادت نے [835,620,947,699]
continuation-title: پاسداران انقلاب [606,1737,687,1749]
article-text: سعودی وزیر حج عمرہ ڈاکٹر توفیق بن ربیعہ اور سعودی سفیر نواف بن سعید [597,1759,710,1798]
continuation-title: داؤد قریشی [30,1564,91,1576]
continuation-title: برازیلین صدر [621,1098,687,1110]
article-text: سے رابطہ کریں تاکہ ملزمان کو جلد از جلد گرفتار کیا جا سکے۔ یہ واقعہ یورپ میں مقیم سکھ برادری کے لیے [716,28,829,93]
article-text: سی سی اعجاز شاہ نے کہا کہ حکومت پنجاب نے دلیرانہ اور مضبوط فیصلے کیے ہیں۔ مقامی تاجران ہدایات پر عملدرآمد ہونے کے برابر ہے ڈسکہ شہر اور کاروباری علاقوں میں 12 گھنٹے بجلی آتی اور ہر گھنٹے کے بعد 1 گھنٹے کیلئے بجلی بند ہوتی ہے جس کی وجہ سے کاروباری حضرات پریشان ہیں۔ ارب 85 کروڑ 75 لاکھ روپے سے 124 کلومیٹر لمبی متعدد سڑکوں پر کام تیزی سے جاری ہے۔ ممبران ڈی سی سی نے وہاڑی میں سوئی گیس کا ضلعی دفتر قائم کرنے کا مطالبہ بھی [3,1123,116,1363]
continuation-title: فائرنگ [518,887,554,899]
baqia-label: بقیہ [921,705,945,725]
continuation-title: مذاکرات [515,1259,557,1270]
article-text: جس پر کمشنر نے اطمینان کا اظہار کرتے ہوئے متعلقہ افسران کی کارکردگی کو سراہا۔ فلس پراجیکٹ کے تحت موجودہ جات ڈسلٹنگ اور ماس لیول پارٹیشن سمیت دیگر اقدامات پر بھی بریفنگ دی گئی۔ سکے۔ اجلاس میں سرگودھا شہر میں جاری میگا واسا پراجیکٹ پر بھی تفصیلی بریفنگ دی گئی۔ کمشنر نے ہدایت کی کہ تمام کام ایس او پیز کے مطابق مکمل کیے جائیں اور روزانہ کی بنیاد پر [122,677,235,877]
continuation-number: 21 [480,612,494,632]
continuation-title: بیاد اقبال [37,612,84,624]
baqia-label: بقیہ [212,883,233,903]
article-text: خاندان سے اظہار ہمدردی کیا جا رہا ہے۔ پر جہاز سفر کریں گے جب کہ تجارتی جہازوں کے گزرنے پر سخت پابندی ہے۔ ریئر ایڈمرل [835,1689,947,1754]
continuation-number: 7 [837,788,861,808]
baqia-label: بقیہ [568,612,589,632]
article-text: کیا۔ بیاد اقبال کے سلسلہ میں مصوری اور کلاسیکل میوزک فیسٹیول منعقد کروائے گی۔ جس میں شام چوراسی گھرانہ کے صدارتی ایوارڈ یافتہ گائیک استاد شفقت سلامت علی خان پرفارم کریں گے۔ کیلئے تمام ممکنہ حد تک اقدامات کیے جائیں۔ عوام کی فلاح و بہبود کیلئے کام کرنا موجودہ حکومت کی اولین ترجیحات [3,1394,116,1554]
continuation-box-29[interactable] [123,881,235,905]
baqia-label: بقیہ [90,608,114,628]
baqia-label: بقیہ [684,1217,708,1237]
continuation-number: 10 [719,330,739,350]
continuation-box-14[interactable] [598,804,710,828]
continuation-title: باقر قالیباف [861,792,923,804]
article-text: پراجیکٹ کے تحت موجودہ جات ڈسلٹنگ اور ماس لیول پارٹیشن سمیت دیگر اقدامات پر بھی بریفنگ دی گئی۔ سکے۔ اجلاس میں سرگودھا شہر میں جاری میگا واسا پراجیکٹ پر بھی تفصیلی بریفنگ دی گئی۔ کمشنر نے ہدایت کی کہ تمام کام ایس او پیز کے مطابق مکمل کیے جائیں اور روزانہ کی بنیاد پر پیش رفت کا چارٹ تیار کر کے پیش کیا جائے تاکہ وہ خود موقع پر جا کر کام کا جائزہ لے سکیں۔ ذریعے لیبارٹری بھجوانے کی ہدایت دی۔ ایڈوائزری میں مویشیوں میں وائرس کی روک تھام کے لیے بگ کنٹرول پر زور دیا گیا اور وائرس کی تشخیص کے لیے پی سی آر اور ایلیسا ٹیسٹ کی سفارش کی گئی۔ عملی کے تحت کام کریں۔ اجلاس میں فیسکو کے گرڈ اسٹیشن کے لیے سرکاری اراضی کی منتقلی کے حوالے سے بریفنگ دی گئی جس میں بتایا گیا کہ سرگودھا اور بھکر میں 10 جائیدادوں کی منتقلی کا عمل مکمل کیا جا رہا ہے۔ [122,218,235,646]
article-text: امریکی اور ایرانی حکام سے مسلسل رابطے رکھے۔ سے رابطہ کریں تاکہ ملزمان کو جلد از جلد گرفتار کیا جا [835,730,947,783]
baqia-label: بقیہ [90,799,114,819]
